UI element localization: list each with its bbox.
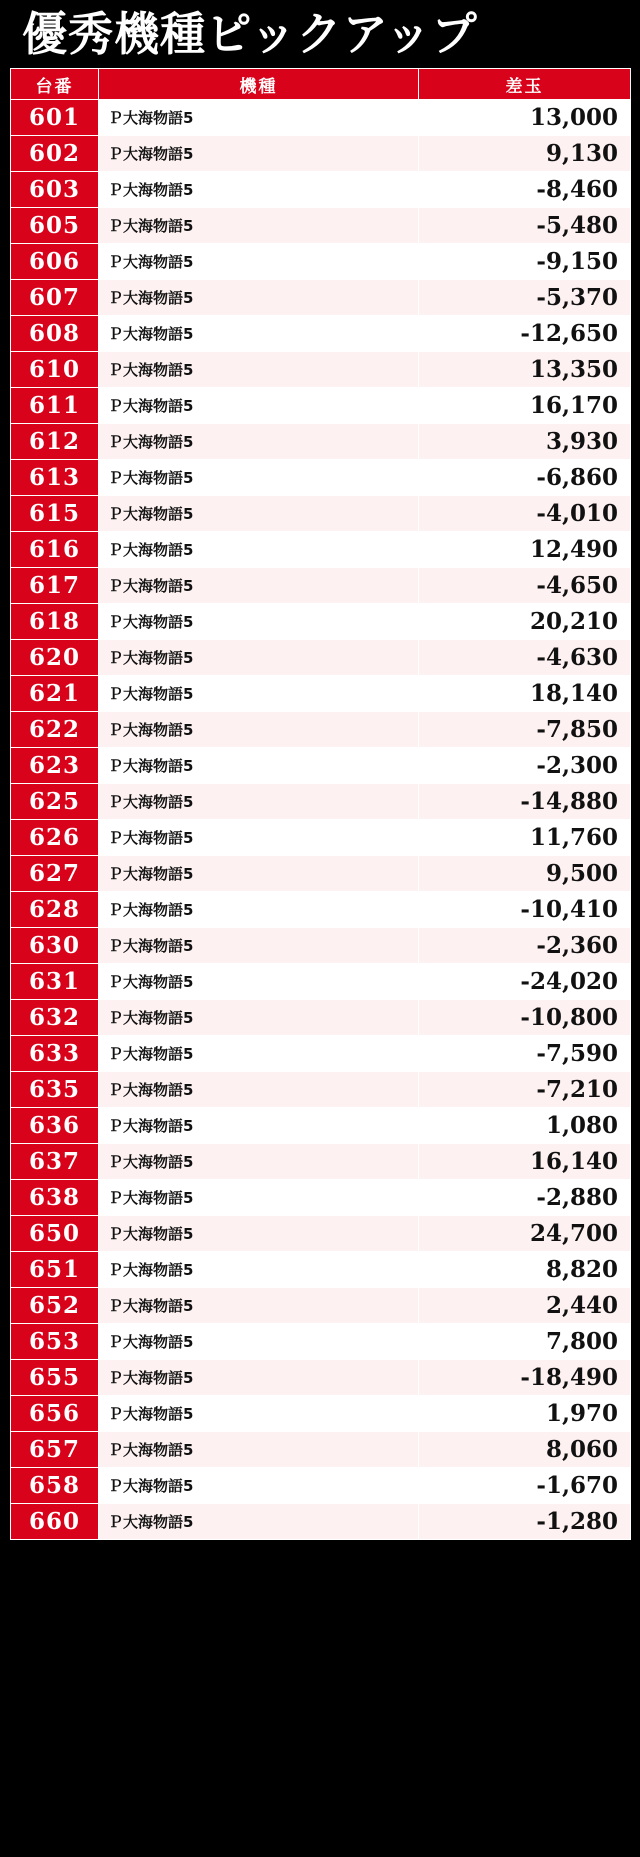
table-row xyxy=(11,748,631,784)
cell-machine-number: 628 xyxy=(11,892,99,928)
cell-ball-difference: -2,360 xyxy=(419,928,631,964)
table-row xyxy=(11,1180,631,1216)
cell-ball-difference: -4,650 xyxy=(419,568,631,604)
cell-machine-number: 660 xyxy=(11,1504,99,1540)
cell-machine-number: 636 xyxy=(11,1108,99,1144)
table-row xyxy=(11,388,631,424)
cell-machine-number: 607 xyxy=(11,280,99,316)
cell-ball-difference: 9,130 xyxy=(419,136,631,172)
table-row xyxy=(11,352,631,388)
column-header-ball-difference: 差玉 xyxy=(419,69,631,100)
cell-ball-difference: 11,760 xyxy=(419,820,631,856)
table-row xyxy=(11,1144,631,1180)
cell-model: Ｐ大海物語5 xyxy=(99,1108,419,1144)
cell-machine-number: 618 xyxy=(11,604,99,640)
table-row xyxy=(11,604,631,640)
column-header-model: 機種 xyxy=(99,69,419,100)
table-row xyxy=(11,244,631,280)
cell-ball-difference: -6,860 xyxy=(419,460,631,496)
cell-model: Ｐ大海物語5 xyxy=(99,1360,419,1396)
cell-machine-number: 622 xyxy=(11,712,99,748)
cell-model: Ｐ大海物語5 xyxy=(99,496,419,532)
cell-machine-number: 626 xyxy=(11,820,99,856)
cell-ball-difference: 8,060 xyxy=(419,1432,631,1468)
table-row xyxy=(11,1504,631,1540)
table-row xyxy=(11,1432,631,1468)
cell-model: Ｐ大海物語5 xyxy=(99,820,419,856)
cell-ball-difference: -4,630 xyxy=(419,640,631,676)
cell-model: Ｐ大海物語5 xyxy=(99,1324,419,1360)
table-row xyxy=(11,1072,631,1108)
cell-machine-number: 617 xyxy=(11,568,99,604)
table-row xyxy=(11,496,631,532)
table-row xyxy=(11,928,631,964)
table-row xyxy=(11,640,631,676)
cell-machine-number: 632 xyxy=(11,1000,99,1036)
column-header-machine-number: 台番 xyxy=(11,69,99,100)
table-row xyxy=(11,1288,631,1324)
cell-ball-difference: -12,650 xyxy=(419,316,631,352)
cell-machine-number: 601 xyxy=(11,100,99,136)
page-title-bar xyxy=(0,0,640,68)
cell-model: Ｐ大海物語5 xyxy=(99,928,419,964)
table-row xyxy=(11,1108,631,1144)
cell-model: Ｐ大海物語5 xyxy=(99,532,419,568)
cell-ball-difference: -18,490 xyxy=(419,1360,631,1396)
table-row xyxy=(11,208,631,244)
cell-machine-number: 631 xyxy=(11,964,99,1000)
table-row xyxy=(11,172,631,208)
table-row xyxy=(11,1036,631,1072)
cell-model: Ｐ大海物語5 xyxy=(99,244,419,280)
cell-ball-difference: -9,150 xyxy=(419,244,631,280)
cell-ball-difference: 13,000 xyxy=(419,100,631,136)
cell-ball-difference: -2,300 xyxy=(419,748,631,784)
cell-machine-number: 650 xyxy=(11,1216,99,1252)
cell-model: Ｐ大海物語5 xyxy=(99,1432,419,1468)
cell-model: Ｐ大海物語5 xyxy=(99,964,419,1000)
table-row xyxy=(11,532,631,568)
cell-ball-difference: 16,170 xyxy=(419,388,631,424)
table-row xyxy=(11,1360,631,1396)
cell-model: Ｐ大海物語5 xyxy=(99,784,419,820)
cell-ball-difference: -7,590 xyxy=(419,1036,631,1072)
table-row xyxy=(11,1468,631,1504)
table-row xyxy=(11,676,631,712)
cell-model: Ｐ大海物語5 xyxy=(99,316,419,352)
cell-model: Ｐ大海物語5 xyxy=(99,748,419,784)
table-row xyxy=(11,424,631,460)
cell-ball-difference: 8,820 xyxy=(419,1252,631,1288)
cell-ball-difference: 7,800 xyxy=(419,1324,631,1360)
cell-ball-difference: 9,500 xyxy=(419,856,631,892)
cell-machine-number: 656 xyxy=(11,1396,99,1432)
cell-machine-number: 606 xyxy=(11,244,99,280)
cell-ball-difference: -2,880 xyxy=(419,1180,631,1216)
cell-ball-difference: -10,800 xyxy=(419,1000,631,1036)
table-header xyxy=(11,69,631,100)
cell-machine-number: 613 xyxy=(11,460,99,496)
cell-machine-number: 608 xyxy=(11,316,99,352)
cell-model: Ｐ大海物語5 xyxy=(99,1252,419,1288)
cell-ball-difference: 13,350 xyxy=(419,352,631,388)
table-row xyxy=(11,1216,631,1252)
cell-model: Ｐ大海物語5 xyxy=(99,1468,419,1504)
cell-model: Ｐ大海物語5 xyxy=(99,280,419,316)
table-row xyxy=(11,1324,631,1360)
cell-ball-difference: 12,490 xyxy=(419,532,631,568)
table-row xyxy=(11,820,631,856)
table-header-row xyxy=(11,69,631,100)
cell-model: Ｐ大海物語5 xyxy=(99,352,419,388)
cell-machine-number: 635 xyxy=(11,1072,99,1108)
cell-model: Ｐ大海物語5 xyxy=(99,172,419,208)
cell-model: Ｐ大海物語5 xyxy=(99,1144,419,1180)
cell-ball-difference: -14,880 xyxy=(419,784,631,820)
cell-machine-number: 630 xyxy=(11,928,99,964)
cell-machine-number: 616 xyxy=(11,532,99,568)
cell-ball-difference: 16,140 xyxy=(419,1144,631,1180)
table-row xyxy=(11,892,631,928)
cell-machine-number: 623 xyxy=(11,748,99,784)
cell-machine-number: 651 xyxy=(11,1252,99,1288)
cell-ball-difference: 3,930 xyxy=(419,424,631,460)
cell-ball-difference: -10,410 xyxy=(419,892,631,928)
cell-model: Ｐ大海物語5 xyxy=(99,1180,419,1216)
cell-machine-number: 627 xyxy=(11,856,99,892)
cell-machine-number: 605 xyxy=(11,208,99,244)
table-row xyxy=(11,1396,631,1432)
cell-model: Ｐ大海物語5 xyxy=(99,100,419,136)
cell-ball-difference: 18,140 xyxy=(419,676,631,712)
cell-model: Ｐ大海物語5 xyxy=(99,460,419,496)
table-row xyxy=(11,712,631,748)
cell-machine-number: 610 xyxy=(11,352,99,388)
cell-ball-difference: 2,440 xyxy=(419,1288,631,1324)
cell-machine-number: 612 xyxy=(11,424,99,460)
cell-machine-number: 658 xyxy=(11,1468,99,1504)
cell-machine-number: 621 xyxy=(11,676,99,712)
cell-ball-difference: -4,010 xyxy=(419,496,631,532)
cell-model: Ｐ大海物語5 xyxy=(99,208,419,244)
pickup-table xyxy=(10,68,631,1540)
table-row xyxy=(11,136,631,172)
cell-ball-difference: -5,370 xyxy=(419,280,631,316)
table-row xyxy=(11,460,631,496)
cell-ball-difference: -5,480 xyxy=(419,208,631,244)
cell-model: Ｐ大海物語5 xyxy=(99,136,419,172)
cell-machine-number: 638 xyxy=(11,1180,99,1216)
cell-model: Ｐ大海物語5 xyxy=(99,424,419,460)
cell-model: Ｐ大海物語5 xyxy=(99,568,419,604)
cell-machine-number: 625 xyxy=(11,784,99,820)
cell-model: Ｐ大海物語5 xyxy=(99,388,419,424)
table-row xyxy=(11,784,631,820)
table-row xyxy=(11,316,631,352)
cell-ball-difference: -7,210 xyxy=(419,1072,631,1108)
cell-model: Ｐ大海物語5 xyxy=(99,604,419,640)
cell-machine-number: 611 xyxy=(11,388,99,424)
cell-model: Ｐ大海物語5 xyxy=(99,892,419,928)
table-body xyxy=(11,100,631,1540)
cell-machine-number: 655 xyxy=(11,1360,99,1396)
cell-model: Ｐ大海物語5 xyxy=(99,1000,419,1036)
table-row xyxy=(11,856,631,892)
cell-model: Ｐ大海物語5 xyxy=(99,1504,419,1540)
cell-ball-difference: -24,020 xyxy=(419,964,631,1000)
cell-machine-number: 602 xyxy=(11,136,99,172)
cell-ball-difference: 1,080 xyxy=(419,1108,631,1144)
table-row xyxy=(11,1252,631,1288)
pickup-table-wrapper xyxy=(0,68,640,1540)
cell-model: Ｐ大海物語5 xyxy=(99,856,419,892)
cell-model: Ｐ大海物語5 xyxy=(99,1288,419,1324)
table-row xyxy=(11,568,631,604)
cell-ball-difference: 24,700 xyxy=(419,1216,631,1252)
cell-ball-difference: 20,210 xyxy=(419,604,631,640)
cell-machine-number: 657 xyxy=(11,1432,99,1468)
page-title: 優秀機種ピックアップ xyxy=(22,7,478,61)
cell-ball-difference: -7,850 xyxy=(419,712,631,748)
cell-machine-number: 653 xyxy=(11,1324,99,1360)
cell-machine-number: 637 xyxy=(11,1144,99,1180)
cell-ball-difference: -1,280 xyxy=(419,1504,631,1540)
cell-machine-number: 620 xyxy=(11,640,99,676)
cell-ball-difference: -8,460 xyxy=(419,172,631,208)
table-row xyxy=(11,280,631,316)
cell-model: Ｐ大海物語5 xyxy=(99,712,419,748)
cell-model: Ｐ大海物語5 xyxy=(99,1072,419,1108)
cell-model: Ｐ大海物語5 xyxy=(99,1216,419,1252)
cell-ball-difference: -1,670 xyxy=(419,1468,631,1504)
cell-model: Ｐ大海物語5 xyxy=(99,1396,419,1432)
cell-machine-number: 652 xyxy=(11,1288,99,1324)
table-row xyxy=(11,100,631,136)
cell-model: Ｐ大海物語5 xyxy=(99,640,419,676)
cell-model: Ｐ大海物語5 xyxy=(99,1036,419,1072)
cell-ball-difference: 1,970 xyxy=(419,1396,631,1432)
table-row xyxy=(11,1000,631,1036)
cell-machine-number: 615 xyxy=(11,496,99,532)
table-row xyxy=(11,964,631,1000)
cell-machine-number: 633 xyxy=(11,1036,99,1072)
cell-machine-number: 603 xyxy=(11,172,99,208)
cell-model: Ｐ大海物語5 xyxy=(99,676,419,712)
